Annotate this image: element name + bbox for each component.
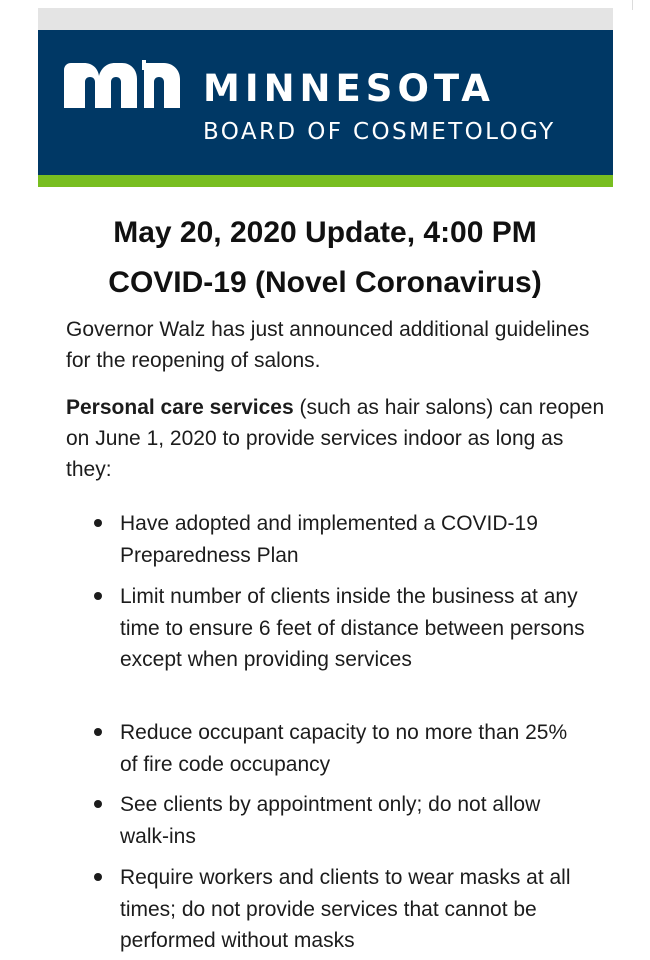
bullet-icon (94, 592, 102, 600)
list-item-text: Reduce occupant capacity to no more than 25% of fire code occupancy (120, 721, 568, 776)
banner-accent-bar (38, 175, 613, 187)
list-item-text: Require workers and clients to wear masks at all times; do not provide services that cannot be performed without masks (120, 866, 571, 952)
mn-state-logo-icon (64, 60, 180, 108)
bullet-icon (94, 800, 102, 808)
list-item-text: See clients by appointment only; do not allow walk-ins (120, 793, 541, 848)
list-item-text: Have adopted and implemented a COVID-19 Preparedness Plan (120, 512, 538, 567)
divider (632, 0, 633, 10)
services-text: (such as hair salons) can reopen on June 1, 2020 to provide services indoor as long as they: (66, 396, 605, 481)
list-item-text: Limit number of clients inside the business at any time to ensure 6 feet of distance between persons except when providing services (120, 585, 585, 671)
bullet-icon (94, 728, 102, 736)
state-name: MINNESOTA (203, 67, 495, 110)
bullet-icon (94, 519, 102, 527)
services-bold-lead: Personal care services (66, 396, 294, 419)
update-date-heading: May 20, 2020 Update, 4:00 PM (113, 216, 537, 249)
covid-heading: COVID-19 (Novel Coronavirus) (108, 266, 542, 299)
bullet-icon (94, 873, 102, 881)
intro-paragraph: Governor Walz has just announced additional guidelines for the reopening of salons. (66, 318, 590, 372)
top-strip (38, 8, 613, 30)
services-paragraph (66, 392, 606, 485)
board-name: BOARD OF COSMETOLOGY (203, 119, 556, 145)
